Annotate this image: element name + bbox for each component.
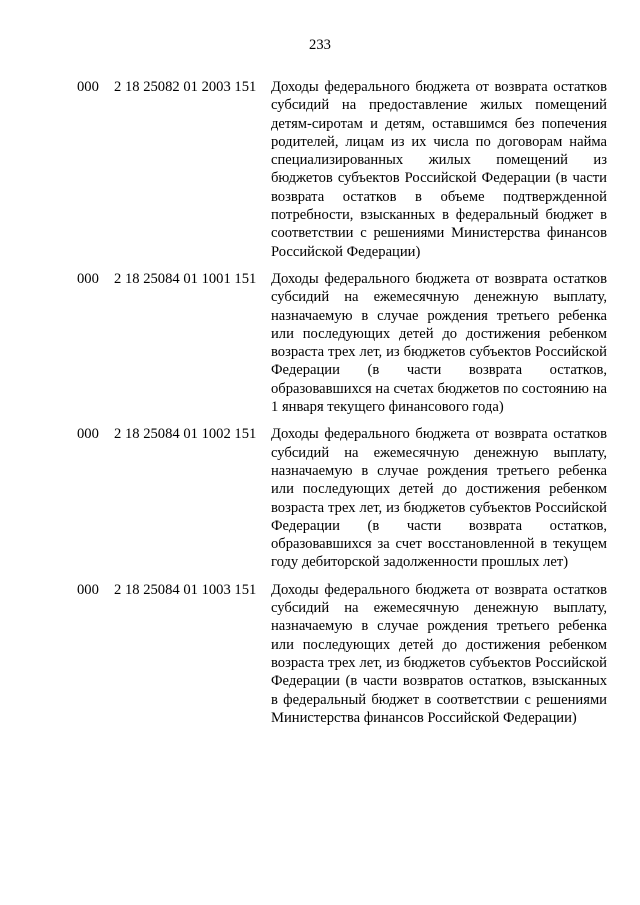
budget-classification-code: 2 18 25084 01 1001 151 — [114, 270, 257, 287]
budget-entry — [0, 270, 640, 416]
entry-description: Доходы федерального бюджета от возврата остатков субсидий на ежемесячную денежную выплату, назначаемую в случае рождения третьего ребенка или последующих детей до достижения ребенком возраста трех лет, из бюджетов субъектов Российской Федерации (в части возвратов остатков, взысканных в федеральный бюджет в соответствии с решениями Министерства финансов Российской Федерации) — [271, 581, 607, 726]
budget-entry — [0, 78, 640, 261]
administrator-code: 000 — [77, 426, 99, 443]
entry-description: Доходы федерального бюджета от возврата остатков субсидий на ежемесячную денежную выплату, назначаемую в случае рождения третьего ребенка или последующих детей до достижения ребенком возраста трех лет, из бюджетов субъектов Российской Федерации (в части возврата остатков, образовавшихся за счет восстановленной в текущем году дебиторской задолженности прошлых лет) — [271, 426, 607, 571]
administrator-code: 000 — [77, 79, 99, 95]
budget-entry — [0, 425, 640, 571]
entry-description: Доходы федерального бюджета от возврата остатков субсидий на предоставление жилых помещений детям-сиротам и детям, оставшимся без попечения родителей, лицам из их числа по договорам найма специализированных жилых помещений из бюджетов субъектов Российской Федерации (в части возврата остатков в объеме подтвержденной потребности, взысканных в федеральный бюджет в соответствии с решениями Министерства финансов Российской Федерации) — [271, 79, 607, 260]
budget-entry — [0, 581, 640, 727]
administrator-code: 000 — [77, 581, 99, 598]
budget-classification-code: 2 18 25082 01 2003 151 — [114, 79, 257, 95]
administrator-code: 000 — [77, 270, 99, 287]
budget-code-list — [0, 78, 640, 736]
entry-description: Доходы федерального бюджета от возврата остатков субсидий на ежемесячную денежную выплату, назначаемую в случае рождения третьего ребенка или последующих детей до достижения ребенком возраста трех лет, из бюджетов субъектов Российской Федерации (в части возврата остатков, образовавшихся на счетах бюджетов по состоянию на 1 января текущего финансового года) — [271, 270, 607, 416]
budget-classification-code: 2 18 25084 01 1002 151 — [114, 426, 257, 443]
budget-classification-code: 2 18 25084 01 1003 151 — [114, 581, 257, 598]
page-number: 233 — [309, 37, 331, 53]
